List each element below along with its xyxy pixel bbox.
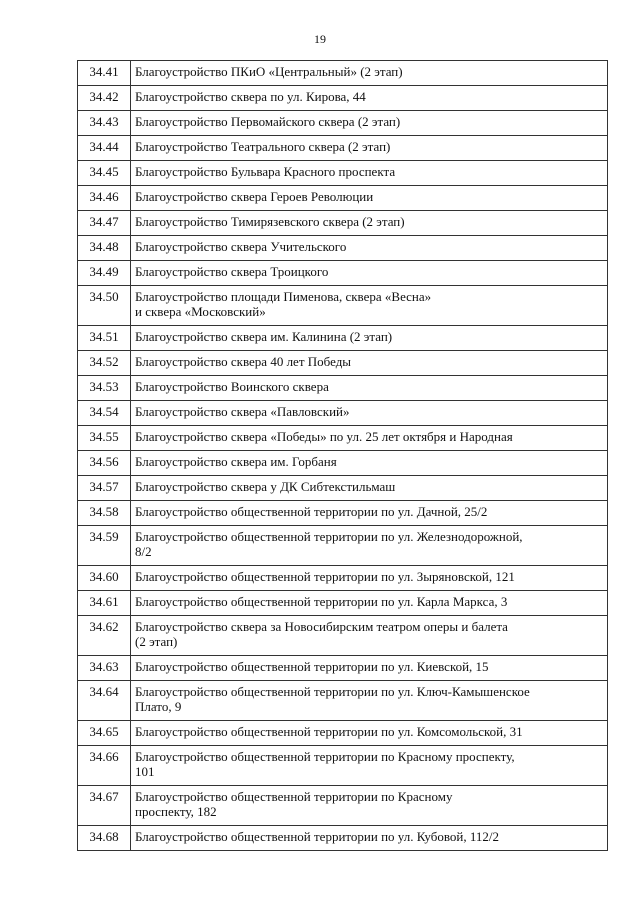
item-description: [131, 261, 608, 286]
item-description: [131, 451, 608, 476]
table-row: [78, 616, 608, 656]
table-row: [78, 111, 608, 136]
item-number: 34.58: [78, 501, 131, 526]
item-number: 34.65: [78, 721, 131, 746]
item-number: 34.46: [78, 186, 131, 211]
item-description-line: Благоустройство общественной территории по Красному: [135, 789, 453, 804]
item-description-line: Благоустройство сквера у ДК Сибтекстильмаш: [135, 479, 396, 494]
table-row: [78, 351, 608, 376]
item-description: [131, 236, 608, 261]
table-row: [78, 286, 608, 326]
item-number: 34.59: [78, 526, 131, 566]
item-description: [131, 426, 608, 451]
item-description: [131, 721, 608, 746]
item-number: 34.67: [78, 786, 131, 826]
table-row: [78, 401, 608, 426]
item-number: 34.61: [78, 591, 131, 616]
item-description: [131, 566, 608, 591]
item-description-line: и сквера «Московский»: [135, 304, 266, 319]
item-description: [131, 111, 608, 136]
item-description: [131, 351, 608, 376]
item-number: 34.64: [78, 681, 131, 721]
table-row: [78, 746, 608, 786]
item-description-line: Благоустройство общественной территории по ул. Железнодорожной,: [135, 529, 523, 544]
item-description-line: Благоустройство общественной территории по ул. Зыряновской, 121: [135, 569, 515, 584]
table-row: [78, 721, 608, 746]
item-description-line: Благоустройство сквера Учительского: [135, 239, 347, 254]
item-number: 34.54: [78, 401, 131, 426]
table-row: [78, 681, 608, 721]
item-number: 34.43: [78, 111, 131, 136]
item-description: [131, 501, 608, 526]
item-description: [131, 286, 608, 326]
item-description-line: проспекту, 182: [135, 804, 217, 819]
item-number: 34.56: [78, 451, 131, 476]
item-description-line: Благоустройство общественной территории по ул. Дачной, 25/2: [135, 504, 488, 519]
item-description-line: Плато, 9: [135, 699, 182, 714]
items-table-body: [78, 61, 608, 851]
page-number: 19: [314, 32, 326, 46]
item-description-line: Благоустройство площади Пименова, сквера «Весна»: [135, 289, 432, 304]
item-description: [131, 656, 608, 681]
item-description: [131, 826, 608, 851]
table-row: [78, 501, 608, 526]
item-description-line: Благоустройство Тимирязевского сквера (2 этап): [135, 214, 405, 229]
item-description-line: Благоустройство сквера им. Горбаня: [135, 454, 337, 469]
item-description-line: Благоустройство Театрального сквера (2 этап): [135, 139, 391, 154]
item-description-line: Благоустройство Первомайского сквера (2 этап): [135, 114, 401, 129]
table-row: [78, 526, 608, 566]
item-description: [131, 161, 608, 186]
item-description-line: Благоустройство сквера «Павловский»: [135, 404, 350, 419]
table-row: [78, 566, 608, 591]
table-row: [78, 211, 608, 236]
item-number: 34.57: [78, 476, 131, 501]
item-number: 34.66: [78, 746, 131, 786]
table-row: [78, 426, 608, 451]
item-description: [131, 786, 608, 826]
item-description-line: Благоустройство Бульвара Красного проспекта: [135, 164, 396, 179]
table-row: [78, 236, 608, 261]
item-description: [131, 681, 608, 721]
item-description-line: (2 этап): [135, 634, 178, 649]
item-description: [131, 136, 608, 161]
items-table: [77, 60, 608, 851]
table-row: [78, 61, 608, 86]
item-description-line: Благоустройство сквера за Новосибирским театром оперы и балета: [135, 619, 508, 634]
table-row: [78, 476, 608, 501]
item-description-line: Благоустройство общественной территории по ул. Киевской, 15: [135, 659, 489, 674]
item-description: [131, 326, 608, 351]
item-description-line: Благоустройство общественной территории по ул. Ключ-Камышенское: [135, 684, 530, 699]
item-description: [131, 376, 608, 401]
item-description-line: Благоустройство сквера 40 лет Победы: [135, 354, 352, 369]
item-description: [131, 526, 608, 566]
item-description-line: Благоустройство сквера им. Калинина (2 этап): [135, 329, 393, 344]
item-number: 34.50: [78, 286, 131, 326]
item-description: [131, 476, 608, 501]
table-row: [78, 786, 608, 826]
item-number: 34.55: [78, 426, 131, 451]
item-number: 34.47: [78, 211, 131, 236]
item-description-line: Благоустройство общественной территории по ул. Кубовой, 112/2: [135, 829, 499, 844]
item-description-line: 101: [135, 764, 155, 779]
item-number: 34.45: [78, 161, 131, 186]
table-row: [78, 86, 608, 111]
item-number: 34.51: [78, 326, 131, 351]
item-description-line: Благоустройство общественной территории по ул. Комсомольской, 31: [135, 724, 523, 739]
item-number: 34.60: [78, 566, 131, 591]
table-row: [78, 376, 608, 401]
table-row: [78, 186, 608, 211]
item-description-line: Благоустройство Воинского сквера: [135, 379, 329, 394]
item-description-line: Благоустройство ПКиО «Центральный» (2 этап): [135, 64, 403, 79]
table-row: [78, 826, 608, 851]
item-description: [131, 591, 608, 616]
item-description: [131, 746, 608, 786]
item-description: [131, 211, 608, 236]
item-number: 34.53: [78, 376, 131, 401]
table-row: [78, 326, 608, 351]
table-row: [78, 136, 608, 161]
item-description: [131, 616, 608, 656]
item-description-line: Благоустройство сквера «Победы» по ул. 25 лет октября и Народная: [135, 429, 513, 444]
item-description-line: Благоустройство сквера по ул. Кирова, 44: [135, 89, 366, 104]
table-row: [78, 656, 608, 681]
item-description: [131, 186, 608, 211]
item-description: [131, 401, 608, 426]
item-number: 34.49: [78, 261, 131, 286]
item-description-line: Благоустройство сквера Героев Революции: [135, 189, 374, 204]
item-number: 34.41: [78, 61, 131, 86]
item-description: [131, 61, 608, 86]
item-number: 34.52: [78, 351, 131, 376]
table-row: [78, 451, 608, 476]
item-number: 34.63: [78, 656, 131, 681]
item-description-line: 8/2: [135, 544, 152, 559]
item-description: [131, 86, 608, 111]
item-description-line: Благоустройство общественной территории по ул. Карла Маркса, 3: [135, 594, 508, 609]
item-number: 34.44: [78, 136, 131, 161]
table-row: [78, 261, 608, 286]
item-description-line: Благоустройство общественной территории по Красному проспекту,: [135, 749, 515, 764]
item-number: 34.62: [78, 616, 131, 656]
item-number: 34.42: [78, 86, 131, 111]
item-description-line: Благоустройство сквера Троицкого: [135, 264, 329, 279]
table-row: [78, 591, 608, 616]
item-number: 34.48: [78, 236, 131, 261]
table-row: [78, 161, 608, 186]
item-number: 34.68: [78, 826, 131, 851]
